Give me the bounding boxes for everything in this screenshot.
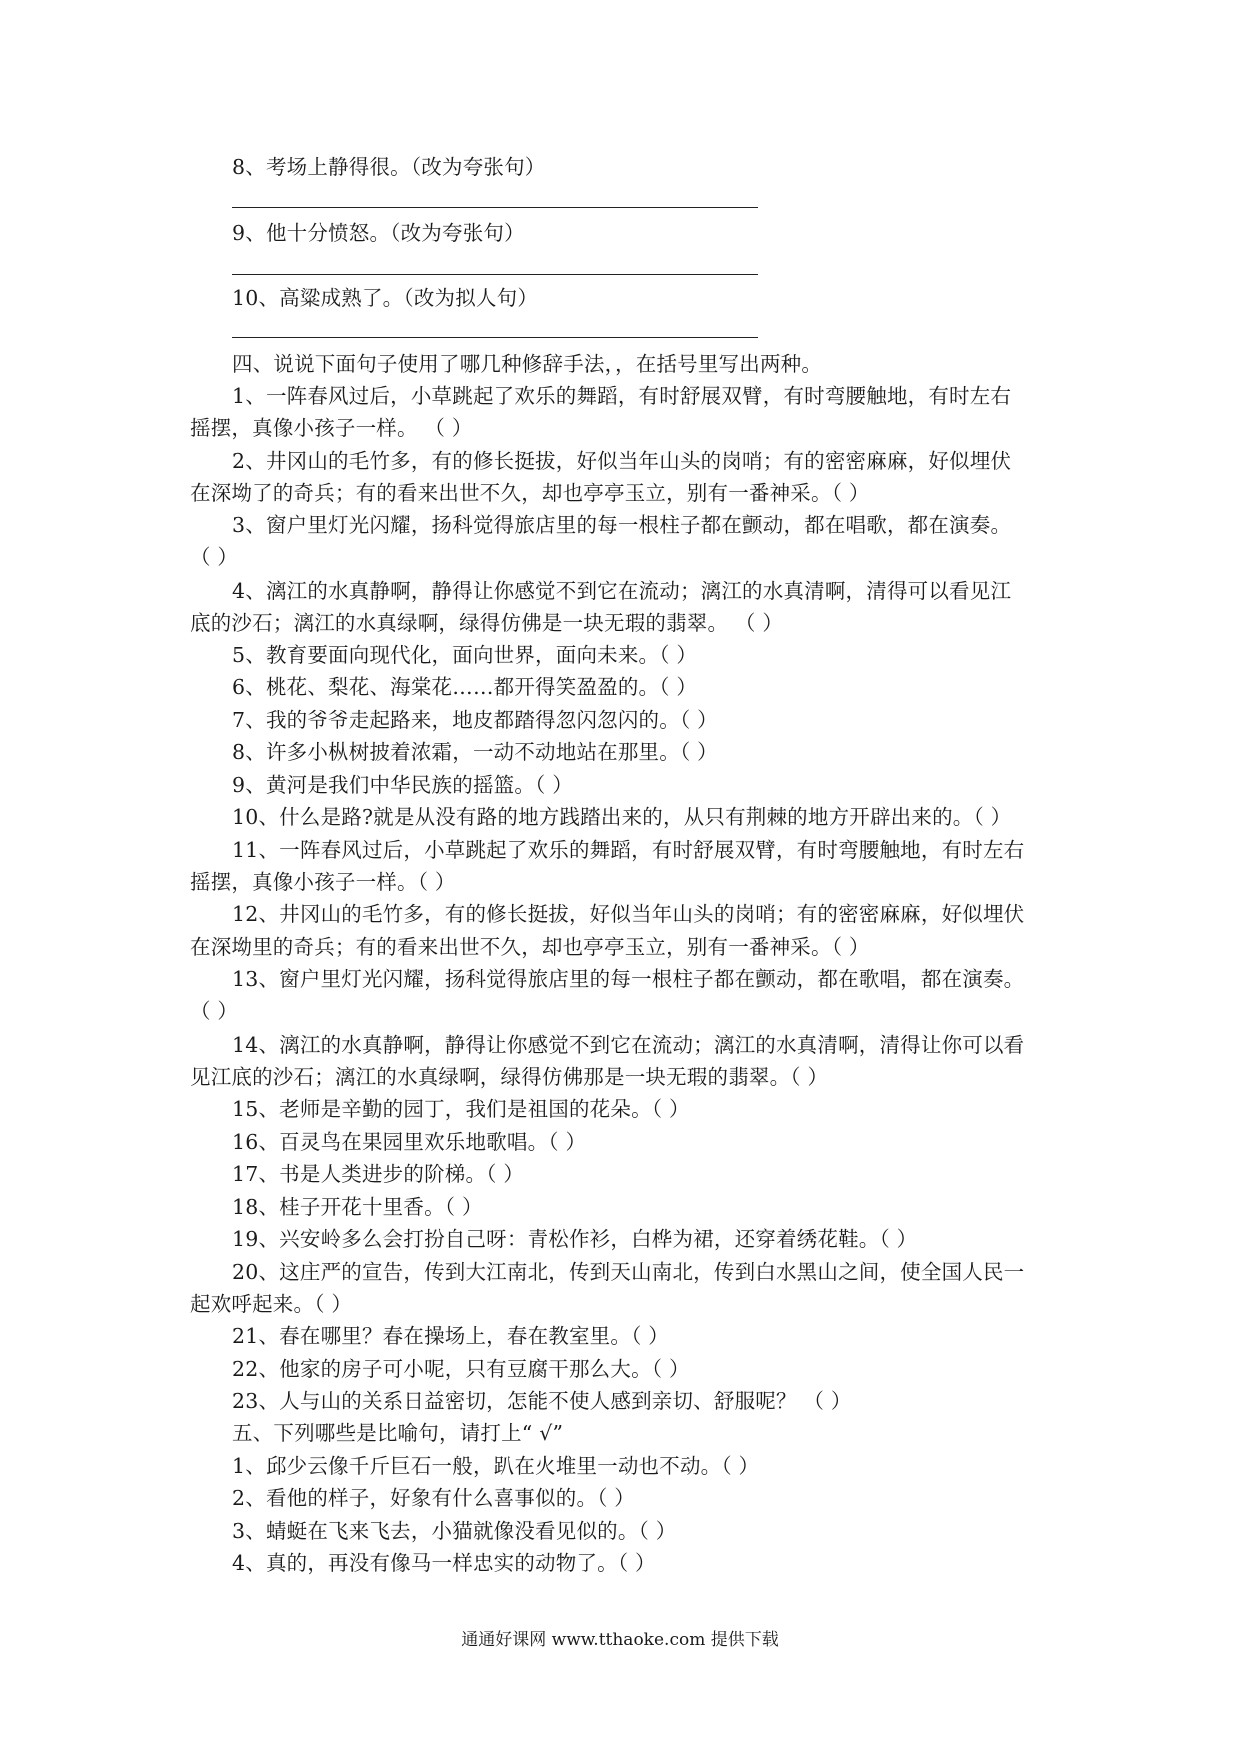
s4-item-1-line-2: 摇摆，真像小孩子一样。 （ ）	[190, 416, 473, 440]
s4-item-21: 21、春在哪里？春在操场上，春在教室里。（ ）	[232, 1324, 669, 1348]
s4-item-5: 5、教育要面向现代化，面向世界，面向未来。（ ）	[232, 643, 698, 667]
question-10: 10、高粱成熟了。（改为拟人句）	[232, 286, 539, 310]
s4-item-3-line-2: （ ）	[190, 545, 239, 569]
s4-item-23: 23、人与山的关系日益密切，怎能不使人感到亲切、舒服呢？ （ ）	[232, 1389, 852, 1413]
s4-item-11-line-2: 摇摆，真像小孩子一样。（ ）	[190, 870, 456, 894]
s4-item-4-line-1: 4、漓江的水真静啊，静得让你感觉不到它在流动；漓江的水真清啊，清得可以看见江	[232, 579, 1012, 603]
s4-item-6: 6、桃花、梨花、海棠花……都开得笑盈盈的。（ ）	[232, 675, 698, 699]
s4-item-10: 10、什么是路?就是从没有路的地方践踏出来的，从只有荆棘的地方开辟出来的。（ ）	[232, 805, 1012, 829]
s4-item-13-line-1: 13、窗户里灯光闪耀，扬科觉得旅店里的每一根柱子都在颤动，都在歌唱，都在演奏。	[232, 967, 1025, 991]
s4-item-2-line-2: 在深坳了的奇兵；有的看来出世不久，却也亭亭玉立，别有一番神采。（ ）	[190, 481, 870, 505]
section-4-heading: 四、说说下面句子使用了哪几种修辞手法，，在括号里写出两种。	[232, 352, 823, 376]
s5-item-4: 4、真的，再没有像马一样忠实的动物了。（ ）	[232, 1551, 656, 1575]
s4-item-3-line-1: 3、窗户里灯光闪耀，扬科觉得旅店里的每一根柱子都在颤动，都在唱歌，都在演奏。	[232, 513, 1012, 537]
s4-item-15: 15、老师是辛勤的园丁，我们是祖国的花朵。（ ）	[232, 1097, 690, 1121]
s4-item-14-line-1: 14、漓江的水真静啊，静得让你感觉不到它在流动；漓江的水真清啊，清得让你可以看	[232, 1033, 1025, 1057]
s4-item-18: 18、桂子开花十里香。（ ）	[232, 1195, 483, 1219]
s4-item-11-line-1: 11、一阵春风过后，小草跳起了欢乐的舞蹈，有时舒展双臂，有时弯腰触地，有时左右	[232, 838, 1025, 862]
s5-item-3: 3、蜻蜓在飞来飞去，小猫就像没看见似的。（ ）	[232, 1519, 677, 1543]
s4-item-20-line-1: 20、这庄严的宣告，传到大江南北，传到天山南北，传到白水黑山之间，使全国人民一	[232, 1260, 1025, 1284]
s4-item-14-line-2: 见江底的沙石；漓江的水真绿啊，绿得仿佛那是一块无瑕的翡翠。（ ）	[190, 1065, 829, 1089]
question-8: 8、考场上静得很。（改为夸张句）	[232, 155, 546, 179]
s4-item-16: 16、百灵鸟在果园里欢乐地歌唱。（ ）	[232, 1130, 587, 1154]
s4-item-22: 22、他家的房子可小呢，只有豆腐干那么大。（ ）	[232, 1357, 690, 1381]
s4-item-13-line-2: （ ）	[190, 999, 239, 1023]
s4-item-20-line-2: 起欢呼起来。（ ）	[190, 1292, 353, 1316]
question-9: 9、他十分愤怒。（改为夸张句）	[232, 221, 525, 245]
s4-item-7: 7、我的爷爷走起路来，地皮都踏得忽闪忽闪的。（ ）	[232, 708, 718, 732]
s4-item-8: 8、许多小枞树披着浓霜，一动不动地站在那里。（ ）	[232, 740, 718, 764]
s4-item-1-line-1: 1、一阵春风过后，小草跳起了欢乐的舞蹈，有时舒展双臂，有时弯腰触地，有时左右	[232, 384, 1012, 408]
s4-item-12-line-2: 在深坳里的奇兵；有的看来出世不久，却也亭亭玉立，别有一番神采。（ ）	[190, 935, 870, 959]
s4-item-4-line-2: 底的沙石；漓江的水真绿啊，绿得仿佛是一块无瑕的翡翠。 （ ）	[190, 611, 784, 635]
s4-item-19: 19、兴安岭多么会打扮自己呀：青松作衫，白桦为裙，还穿着绣花鞋。（ ）	[232, 1227, 918, 1251]
s4-item-12-line-1: 12、井冈山的毛竹多，有的修长挺拔，好似当年山头的岗哨；有的密密麻麻，好似埋伏	[232, 902, 1025, 926]
section-5-heading: 五、下列哪些是比喻句，请打上“ √”	[232, 1421, 564, 1445]
answer-line	[232, 207, 758, 208]
s4-item-2-line-1: 2、井冈山的毛竹多，有的修长挺拔，好似当年山头的岗哨；有的密密麻麻，好似埋伏	[232, 449, 1012, 473]
answer-line	[232, 337, 758, 338]
s5-item-2: 2、看他的样子，好象有什么喜事似的。（ ）	[232, 1486, 636, 1510]
page-footer: 通通好课网 www.tthaoke.com 提供下载	[461, 1630, 779, 1650]
s4-item-9: 9、黄河是我们中华民族的摇篮。（ ）	[232, 773, 573, 797]
s4-item-17: 17、书是人类进步的阶梯。（ ）	[232, 1162, 525, 1186]
s5-item-1: 1、邱少云像千斤巨石一般，趴在火堆里一动也不动。（ ）	[232, 1454, 760, 1478]
answer-line	[232, 274, 758, 275]
